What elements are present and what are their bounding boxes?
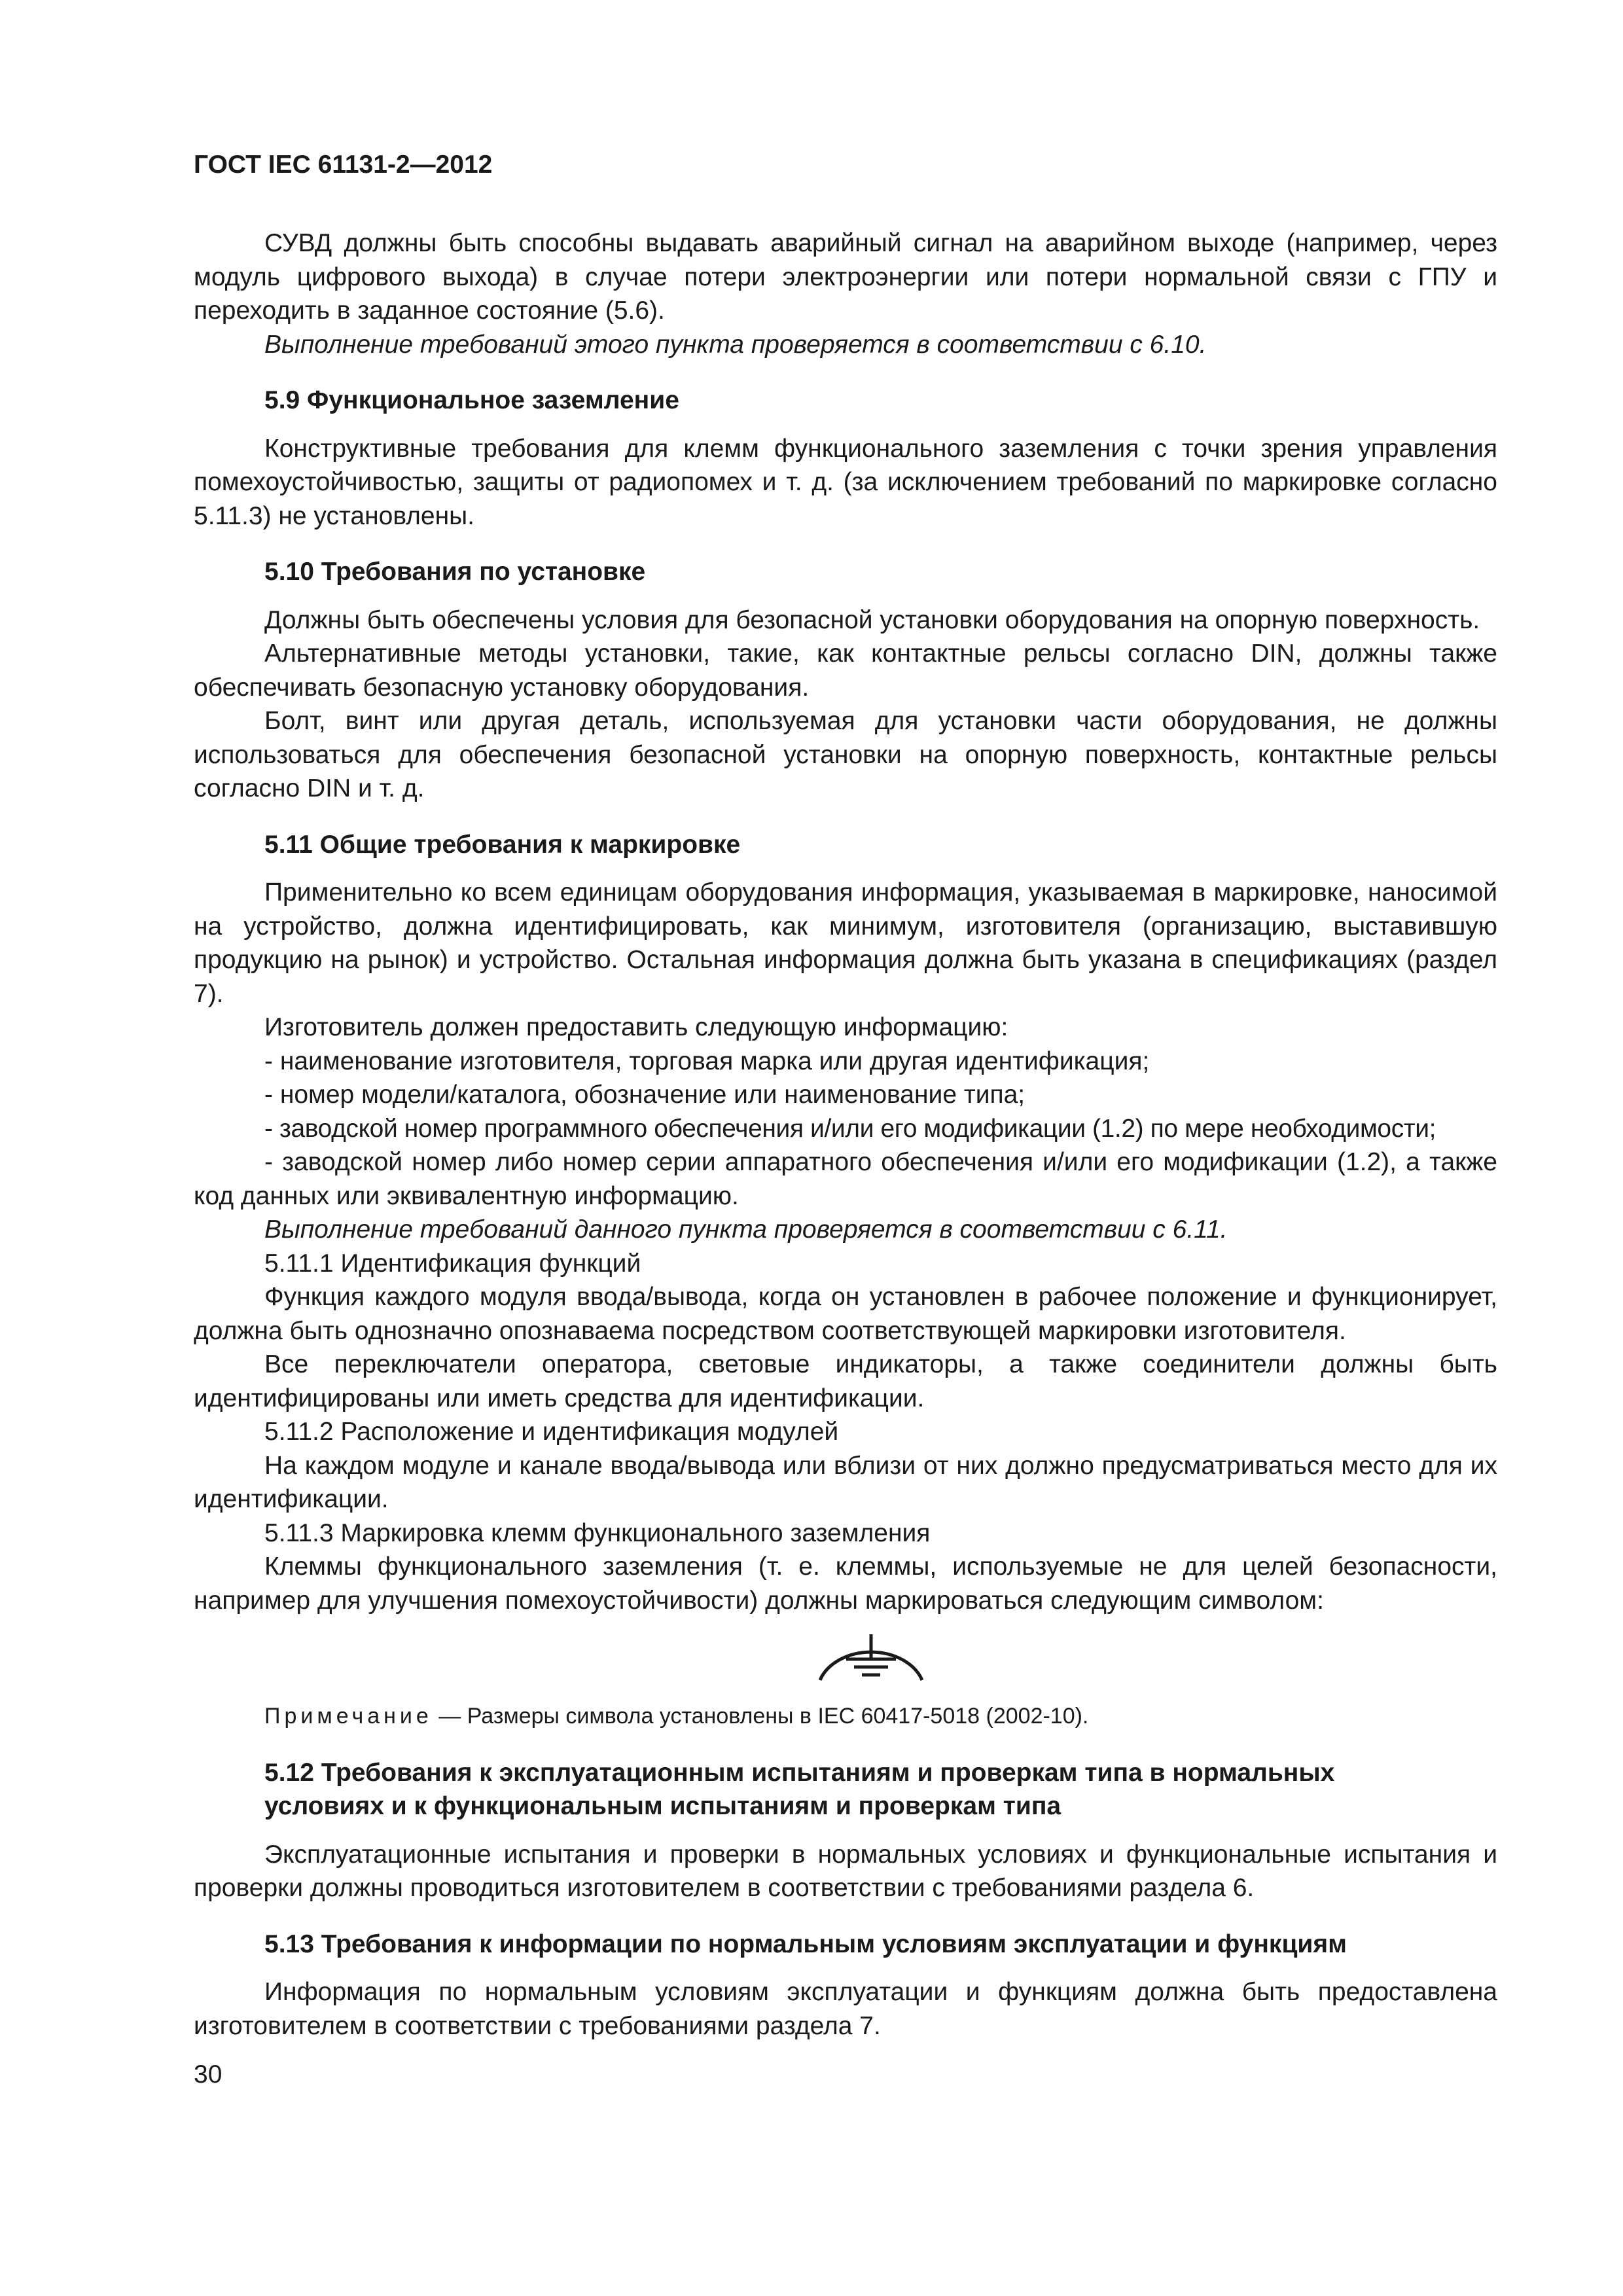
- section-5-10-paragraph-3: Болт, винт или другая деталь, используемая для установки части оборудования, не должны использоваться для обеспечения безопасной установки на опорную поверхность, контактные рельсы согласно DIN и т. д.: [194, 707, 1497, 802]
- section-5-13-heading: 5.13 Требования к информации по нормальным условиям эксплуатации и функциям: [264, 1929, 1347, 1958]
- section-5-12-heading-line-2: условиях и к функциональным испытаниям и проверкам типа: [264, 1792, 1061, 1820]
- section-5-10-paragraph-1: Должны быть обеспечены условия для безопасной установки оборудования на опорную поверхность.: [264, 605, 1480, 634]
- section-5-11-paragraph-1: Применительно ко всем единицам оборудования информация, указываемая в маркировке, наносимой на устройство, должна идентифицировать, как минимум, изготовителя (организацию, выставившую продукцию на рынок) и устройство. Остальная информация должна быть указана в спецификациях (раздел 7).: [194, 878, 1497, 1008]
- document-header: ГОСТ IEC 61131-2—2012: [194, 151, 493, 179]
- subsection-5-11-2-paragraph: На каждом модуле и канале ввода/вывода или вблизи от них должно предусматриваться место для их идентификации.: [194, 1451, 1497, 1513]
- subsection-5-11-1-paragraph-2: Все переключатели оператора, световые индикаторы, а также соединители должны быть идентифицированы или иметь средства для идентификации.: [194, 1350, 1497, 1412]
- list-item: - заводской номер либо номер серии аппаратного обеспечения и/или его модификации (1.2), а также код данных или эквивалентную информацию.: [194, 1148, 1497, 1210]
- symbol-note: [194, 1700, 1497, 1734]
- section-5-12-text: Эксплуатационные испытания и проверки в нормальных условиях и функциональные испытания и проверки должны проводиться изготовителем в соответствии с требованиями раздела 6.: [194, 1840, 1497, 1902]
- section-5-13-text: Информация по нормальным условиям эксплуатации и функциям должна быть предоставлена изготовителем в соответствии с требованиями раздела 7.: [194, 1978, 1497, 2040]
- section-5-12-heading-line-1: 5.12 Требования к эксплуатационным испытаниям и проверкам типа в нормальных: [264, 1758, 1335, 1787]
- section-5-10-heading: 5.10 Требования по установке: [264, 558, 646, 586]
- subsection-5-11-1-heading: 5.11.1 Идентификация функций: [264, 1249, 641, 1278]
- note-text: — Размеры символа установлены в IEC 60417-5018 (2002-10).: [432, 1704, 1089, 1729]
- list-item: - номер модели/каталога, обозначение или наименование типа;: [264, 1081, 1026, 1109]
- list-item: - заводской номер программного обеспечения и/или его модификации (1.2) по мере необходимости;: [264, 1114, 1436, 1143]
- functional-earth-icon: [812, 1629, 930, 1688]
- section-5-9-heading: 5.9 Функциональное заземление: [264, 386, 679, 414]
- section-5-10-paragraph-2: Альтернативные методы установки, такие, как контактные рельсы согласно DIN, должны также обеспечивать безопасную установку оборудования.: [194, 639, 1497, 702]
- page-number: 30: [194, 2060, 223, 2089]
- subsection-5-11-1-paragraph-1: Функция каждого модуля ввода/вывода, когда он установлен в рабочее положение и функционирует, должна быть однозначно опознаваема посредством соответствующей маркировки изготовителя.: [194, 1283, 1497, 1345]
- note-label: Примечание: [264, 1704, 433, 1729]
- subsection-5-11-2-heading: 5.11.2 Расположение и идентификация модулей: [264, 1418, 839, 1446]
- subsection-5-11-3-paragraph: Клеммы функционального заземления (т. е. клеммы, используемые не для целей безопасности, например для улучшения помехоустойчивости) должны маркироваться следующим символом:: [194, 1552, 1497, 1615]
- section-5-11-check-note: Выполнение требований данного пункта проверяется в соответствии с 6.11.: [264, 1215, 1228, 1244]
- subsection-5-11-3-heading: 5.11.3 Маркировка клемм функционального заземления: [264, 1518, 931, 1547]
- section-5-11-paragraph-2: Изготовитель должен предоставить следующую информацию:: [264, 1013, 1008, 1041]
- section-5-9-text: Конструктивные требования для клемм функционального заземления с точки зрения управления помехоустойчивостью, защиты от радиопомех и т. д. (за исключением требований по маркировке согласно 5.11.3) не установлены.: [194, 434, 1497, 530]
- section-5-11-heading: 5.11 Общие требования к маркировке: [264, 830, 741, 859]
- intro-check-note: Выполнение требований этого пункта проверяется в соответствии с 6.10.: [264, 330, 1207, 359]
- page-content: [194, 0, 1497, 2043]
- intro-paragraph: СУВД должны быть способны выдавать аварийный сигнал на аварийном выходе (например, через модуль цифрового выхода) в случае потери электроэнергии или потери нормальной связи с ГПУ и переходить в заданное состояние (5.6).: [194, 229, 1497, 325]
- list-item: - наименование изготовителя, торговая марка или другая идентификация;: [264, 1047, 1150, 1075]
